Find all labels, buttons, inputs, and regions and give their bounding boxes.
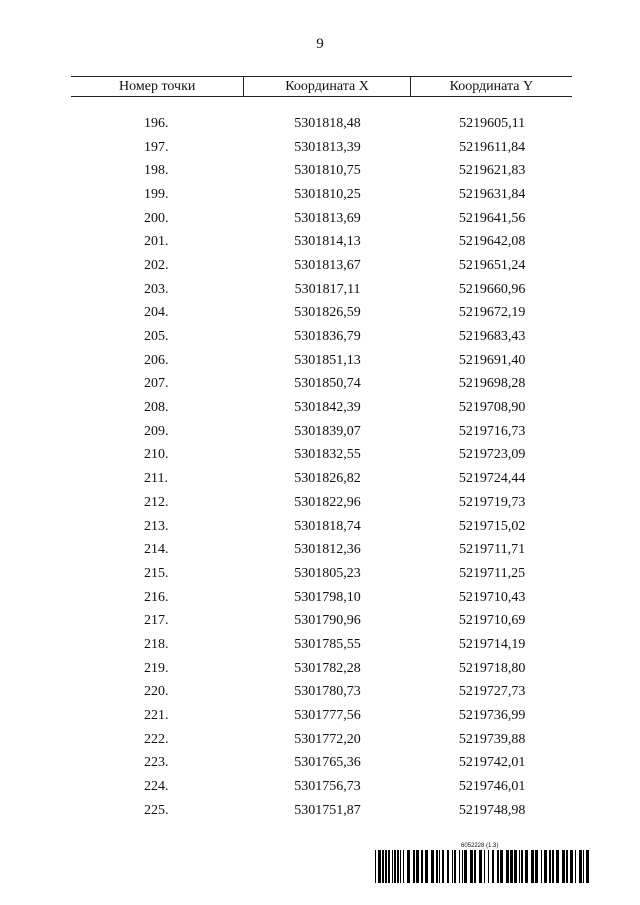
barcode-bar bbox=[425, 850, 428, 883]
table-row bbox=[71, 444, 572, 468]
barcode-bar bbox=[447, 850, 449, 883]
coordinate-y-cell: 5219714,19 bbox=[458, 636, 526, 652]
point-number-cell: 197. bbox=[144, 139, 169, 155]
table-row bbox=[71, 112, 572, 136]
table-row bbox=[71, 254, 572, 278]
coordinate-x-cell: 5301842,39 bbox=[294, 400, 361, 416]
point-number-cell: 220. bbox=[144, 684, 169, 700]
point-number-cell: 215. bbox=[144, 565, 169, 581]
barcode-bar bbox=[583, 850, 584, 883]
table-row bbox=[71, 752, 572, 776]
barcode-bar bbox=[454, 850, 456, 883]
coordinate-y-cell: 5219746,01 bbox=[458, 779, 526, 795]
header-coordinate-y: Координата Y bbox=[410, 77, 572, 97]
barcode-bar bbox=[535, 850, 538, 883]
coordinate-y-cell: 5219718,80 bbox=[458, 660, 526, 676]
table-row bbox=[71, 657, 572, 681]
table-row bbox=[71, 586, 572, 610]
point-number-cell: 218. bbox=[144, 636, 169, 652]
table-body bbox=[71, 97, 572, 823]
table-row bbox=[71, 207, 572, 231]
coordinate-x-cell: 5301822,96 bbox=[294, 494, 361, 510]
point-number-cell: 211. bbox=[144, 471, 168, 487]
coordinate-y-cell: 5219748,98 bbox=[458, 802, 526, 818]
barcode-bar bbox=[519, 850, 520, 883]
coordinate-x-cell: 5301832,55 bbox=[294, 447, 361, 463]
table-row bbox=[71, 491, 572, 515]
barcode-bar bbox=[531, 850, 534, 883]
point-number-cell: 200. bbox=[144, 210, 169, 226]
coordinate-x-cell: 5301785,55 bbox=[294, 636, 361, 652]
point-number-cell: 213. bbox=[144, 518, 169, 534]
point-number-cell: 224. bbox=[144, 779, 169, 795]
table-row bbox=[71, 373, 572, 397]
coordinate-x-cell: 5301780,73 bbox=[294, 684, 361, 700]
barcode-bar bbox=[403, 850, 404, 883]
barcode-bar bbox=[400, 850, 401, 883]
coordinate-y-cell: 5219736,99 bbox=[458, 708, 526, 724]
coordinate-y-cell: 5219742,01 bbox=[458, 755, 526, 771]
table-row bbox=[71, 325, 572, 349]
point-number-cell: 201. bbox=[144, 234, 169, 250]
coordinate-x-cell: 5301836,79 bbox=[294, 329, 361, 345]
barcode-bar bbox=[474, 850, 476, 883]
barcode-bar bbox=[452, 850, 453, 883]
coordinate-x-cell: 5301798,10 bbox=[294, 589, 361, 605]
header-row bbox=[71, 77, 572, 97]
table-row bbox=[71, 159, 572, 183]
point-number-cell: 214. bbox=[144, 542, 169, 558]
barcode-bar bbox=[416, 850, 419, 883]
coordinate-y-cell: 5219621,83 bbox=[458, 163, 526, 179]
table-row bbox=[71, 302, 572, 326]
coordinate-x-cell: 5301772,20 bbox=[294, 731, 361, 747]
page-number: 9 bbox=[316, 36, 324, 52]
barcode-bar bbox=[388, 850, 390, 883]
header-spacer bbox=[71, 97, 572, 113]
coordinate-y-cell: 5219723,09 bbox=[458, 447, 526, 463]
coordinate-x-cell: 5301810,75 bbox=[294, 163, 361, 179]
barcode-bar bbox=[570, 850, 573, 883]
point-number-cell: 223. bbox=[144, 755, 169, 771]
coordinate-y-cell: 5219660,96 bbox=[458, 281, 526, 297]
coordinate-x-cell: 5301813,69 bbox=[294, 210, 361, 226]
point-number-cell: 207. bbox=[144, 376, 169, 392]
barcode-bar bbox=[549, 850, 551, 883]
point-number-cell: 209. bbox=[144, 423, 169, 439]
table-row bbox=[71, 538, 572, 562]
point-number-cell: 196. bbox=[144, 115, 169, 131]
point-number-cell: 221. bbox=[144, 708, 169, 724]
coordinate-y-cell: 5219710,43 bbox=[458, 589, 526, 605]
barcode-bar bbox=[575, 850, 576, 883]
table-row bbox=[71, 799, 572, 823]
table-row bbox=[71, 183, 572, 207]
barcode-bar bbox=[378, 850, 381, 883]
barcode-bar bbox=[442, 850, 444, 883]
coordinate-y-cell: 5219683,43 bbox=[458, 329, 526, 345]
coordinate-x-cell: 5301765,36 bbox=[294, 755, 361, 771]
barcode-bar bbox=[506, 850, 509, 883]
coordinate-x-cell: 5301817,11 bbox=[294, 281, 361, 297]
point-number-cell: 216. bbox=[144, 589, 169, 605]
coordinate-x-cell: 5301839,07 bbox=[294, 423, 361, 439]
coordinate-x-cell: 5301810,25 bbox=[294, 186, 361, 202]
barcode-bar bbox=[552, 850, 554, 883]
coordinate-x-cell: 5301850,74 bbox=[294, 376, 361, 392]
coordinate-y-cell: 5219715,02 bbox=[458, 518, 526, 534]
coordinate-x-cell: 5301813,39 bbox=[294, 139, 361, 155]
coordinate-y-cell: 5219716,73 bbox=[458, 423, 526, 439]
barcode-bar bbox=[479, 850, 482, 883]
point-number-cell: 198. bbox=[144, 163, 169, 179]
table-row bbox=[71, 349, 572, 373]
barcode-bar bbox=[556, 850, 559, 883]
point-number-cell: 212. bbox=[144, 494, 169, 510]
coordinate-y-cell: 5219631,84 bbox=[458, 186, 526, 202]
barcode-caption: 6052228 (1.3) bbox=[461, 843, 499, 849]
coordinate-y-cell: 5219651,24 bbox=[458, 257, 526, 273]
table-row bbox=[71, 633, 572, 657]
barcode-bar bbox=[492, 850, 494, 883]
barcode-bar bbox=[521, 850, 523, 883]
point-number-cell: 203. bbox=[144, 281, 169, 297]
point-number-cell: 202. bbox=[144, 257, 169, 273]
barcode-bar bbox=[392, 850, 393, 883]
table-row bbox=[71, 467, 572, 491]
coordinate-x-cell: 5301826,82 bbox=[294, 471, 361, 487]
barcode-bar bbox=[500, 850, 503, 883]
coordinate-x-cell: 5301818,74 bbox=[294, 518, 361, 534]
barcode-bar bbox=[525, 850, 528, 883]
point-number-cell: 225. bbox=[144, 802, 169, 818]
coordinate-y-cell: 5219739,88 bbox=[458, 731, 526, 747]
coordinate-y-cell: 5219698,28 bbox=[458, 376, 526, 392]
barcode-bar bbox=[375, 850, 376, 883]
table-header bbox=[71, 77, 572, 97]
coordinates-table bbox=[71, 76, 572, 823]
coordinate-x-cell: 5301812,36 bbox=[294, 542, 361, 558]
coordinate-x-cell: 5301782,28 bbox=[294, 660, 361, 676]
coordinate-y-cell: 5219710,69 bbox=[458, 613, 526, 629]
coordinate-x-cell: 5301756,73 bbox=[294, 779, 361, 795]
coordinate-x-cell: 5301790,96 bbox=[294, 613, 361, 629]
table-row bbox=[71, 396, 572, 420]
barcode-bar bbox=[382, 850, 384, 883]
point-number-cell: 199. bbox=[144, 186, 169, 202]
point-number-cell: 219. bbox=[144, 660, 169, 676]
point-number-cell: 217. bbox=[144, 613, 169, 629]
table-row bbox=[71, 728, 572, 752]
coordinate-x-cell: 5301751,87 bbox=[294, 802, 361, 818]
point-number-cell: 222. bbox=[144, 731, 169, 747]
barcode-bar bbox=[421, 850, 423, 883]
coordinate-y-cell: 5219611,84 bbox=[459, 139, 526, 155]
table-row bbox=[71, 420, 572, 444]
coordinate-y-cell: 5219719,73 bbox=[458, 494, 526, 510]
coordinate-y-cell: 5219711,25 bbox=[459, 565, 526, 581]
coordinate-x-cell: 5301777,56 bbox=[294, 708, 361, 724]
barcode-bar bbox=[431, 850, 434, 883]
point-number-cell: 204. bbox=[144, 305, 169, 321]
table-row bbox=[71, 515, 572, 539]
header-coordinate-x: Координата X bbox=[244, 77, 410, 97]
spacer-cell bbox=[71, 97, 572, 113]
point-number-cell: 210. bbox=[144, 447, 169, 463]
table-row bbox=[71, 681, 572, 705]
header-point-number: Номер точки bbox=[71, 77, 244, 97]
table-row bbox=[71, 230, 572, 254]
barcode-icon bbox=[375, 850, 590, 883]
barcode-bar bbox=[394, 850, 396, 883]
coordinate-x-cell: 5301826,59 bbox=[294, 305, 361, 321]
barcode-bar bbox=[510, 850, 513, 883]
barcode-bar bbox=[470, 850, 473, 883]
barcode-bar bbox=[413, 850, 415, 883]
barcode-bar bbox=[462, 850, 463, 883]
table-row bbox=[71, 136, 572, 160]
coordinate-y-cell: 5219672,19 bbox=[458, 305, 526, 321]
barcode-bar bbox=[514, 850, 517, 883]
coordinate-x-cell: 5301805,23 bbox=[294, 565, 361, 581]
barcode-bar bbox=[436, 850, 438, 883]
barcode-bar bbox=[407, 850, 410, 883]
coordinate-x-cell: 5301818,48 bbox=[294, 115, 361, 131]
barcode-bar bbox=[459, 850, 460, 883]
point-number-cell: 206. bbox=[144, 352, 169, 368]
coordinate-x-cell: 5301851,13 bbox=[294, 352, 361, 368]
coordinate-y-cell: 5219711,71 bbox=[459, 542, 526, 558]
barcode-bar bbox=[484, 850, 485, 883]
coordinate-x-cell: 5301813,67 bbox=[294, 257, 361, 273]
coordinate-y-cell: 5219691,40 bbox=[458, 352, 526, 368]
coordinate-y-cell: 5219641,56 bbox=[458, 210, 526, 226]
table-row bbox=[71, 775, 572, 799]
barcode-bar bbox=[488, 850, 489, 883]
point-number-cell: 205. bbox=[144, 329, 169, 345]
barcode-bar bbox=[464, 850, 467, 883]
table-row bbox=[71, 609, 572, 633]
barcode-bar bbox=[541, 850, 542, 883]
table-row bbox=[71, 562, 572, 586]
coordinate-x-cell: 5301814,13 bbox=[294, 234, 361, 250]
barcode-bar bbox=[497, 850, 499, 883]
barcode-bar bbox=[586, 850, 589, 883]
barcode-bar bbox=[397, 850, 399, 883]
barcode-bar bbox=[566, 850, 568, 883]
barcode-bar bbox=[439, 850, 440, 883]
barcode-bar bbox=[544, 850, 547, 883]
coordinate-y-cell: 5219724,44 bbox=[458, 471, 526, 487]
barcode-bar bbox=[385, 850, 387, 883]
table-row bbox=[71, 704, 572, 728]
coordinate-y-cell: 5219642,08 bbox=[458, 234, 526, 250]
barcode-bar bbox=[579, 850, 582, 883]
coordinate-y-cell: 5219605,11 bbox=[459, 115, 526, 131]
barcode-bar bbox=[562, 850, 565, 883]
coordinate-y-cell: 5219727,73 bbox=[458, 684, 526, 700]
point-number-cell: 208. bbox=[144, 400, 169, 416]
coordinate-y-cell: 5219708,90 bbox=[458, 400, 526, 416]
table-row bbox=[71, 278, 572, 302]
